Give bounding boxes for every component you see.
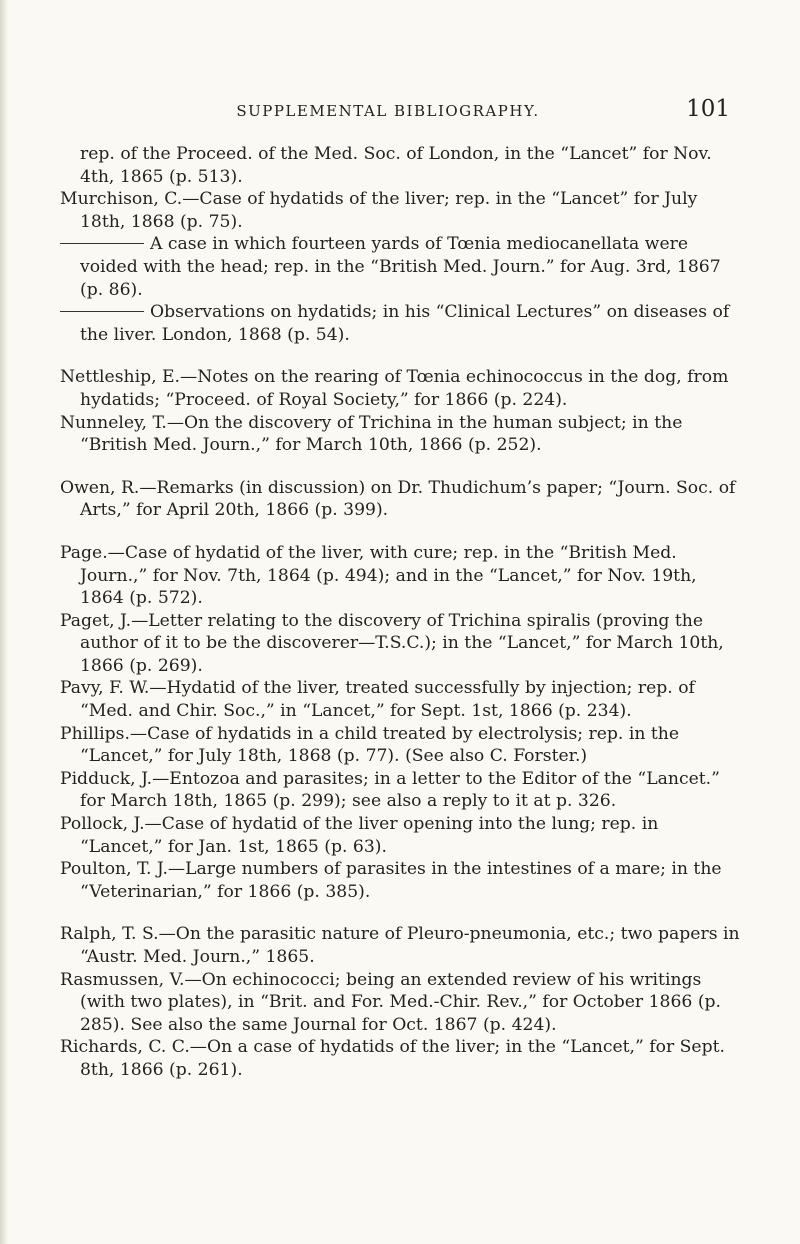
bibliography-entry: Pavy, F. W.—Hydatid of the liver, treated successfully by injection; rep. of “Med. and Chir. Soc.,” in “Lancet,” for Sept. 1st, 1866 (p. 234). — [60, 678, 695, 722]
bibliography-entry: Pollock, J.—Case of hydatid of the liver opening into the lung; rep. in “Lancet,” for Jan. 1st, 1865 (p. 63). — [60, 814, 659, 857]
bibliography-entry: Nettleship, E.—Notes on the rearing of Tœnia echinococcus in the dog, from hydatids; “Proceed. of Royal Society,” for 1866 (p. 224). — [60, 367, 729, 410]
bibliography-entry: Owen, R.—Remarks (in discussion) on Dr. Thudichum’s paper; “Journ. Soc. of Arts,” for April 20th, 1866 (p. 399). — [60, 477, 736, 521]
section-gap — [60, 457, 742, 477]
bibliography-entry: rep. of the Proceed. of the Med. Soc. of London, in the “Lancet” for Nov. 4th, 1865 (p. 513). — [80, 144, 712, 187]
bibliography-entry: Richards, C. C.—On a case of hydatids of the liver; in the “Lancet,” for Sept. 8th, 1866 (p. 261). — [60, 1037, 725, 1080]
bibliography-entry: Rasmussen, V.—On echinococci; being an extended review of his writings (with two plates), in “Brit. and For. Med.-Chir. Rev.,” for October 1866 (p. 285). See also the same Journal for Oct. 1867 (p. 424). — [60, 969, 721, 1035]
bibliography-entry: Nunneley, T.—On the discovery of Trichina in the human subject; in the “British Med. Journ.,” for March 10th, 1866 (p. 252). — [60, 412, 683, 456]
section-gap — [60, 522, 742, 542]
running-title: SUPPLEMENTAL BIBLIOGRAPHY. — [236, 102, 540, 120]
bibliography-entry: Pidduck, J.—Entozoa and parasites; in a letter to the Editor of the “Lancet.” for March 18th, 1865 (p. 299); see also a reply to it at p. 326. — [60, 768, 720, 812]
bibliography-subentry — [60, 301, 742, 346]
bibliography-entry: Poulton, T. J.—Large numbers of parasites in the intestines of a mare; in the “Veterinarian,” for 1866 (p. 385). — [60, 859, 722, 902]
bibliography-body — [60, 143, 742, 1082]
bibliography-subentry — [60, 233, 742, 301]
bibliography-entry: Murchison, C.—Case of hydatids of the liver; rep. in the “Lancet” for July 18th, 1868 (p. 75). — [60, 189, 698, 232]
section-gap — [60, 346, 742, 366]
page-header — [68, 96, 748, 126]
section-gap — [60, 903, 742, 923]
bibliography-entry: Ralph, T. S.—On the parasitic nature of Pleuro-pneumonia, etc.; two papers in “Austr. Med. Journ.,” 1865. — [60, 924, 740, 967]
ditto-rule — [60, 243, 144, 244]
ditto-rule — [60, 311, 144, 312]
page-edge-shadow — [0, 0, 8, 1244]
bibliography-entry: Phillips.—Case of hydatids in a child treated by electrolysis; rep. in the “Lancet,” for July 18th, 1868 (p. 77). (See also C. Forster.) — [60, 723, 680, 767]
bibliography-entry-text: Observations on hydatids; in his “Clinical Lectures” on diseases of the liver. London, 1868 (p. 54). — [80, 302, 730, 345]
page-number: 101 — [686, 96, 730, 122]
bibliography-entry-text: A case in which fourteen yards of Tœnia mediocanellata were voided with the head; rep. in the “British Med. Journ.” for Aug. 3rd, 1867 (p. 86). — [80, 234, 721, 300]
bibliography-entry: Page.—Case of hydatid of the liver, with cure; rep. in the “British Med. Journ.,” for Nov. 7th, 1864 (p. 494); and in the “Lancet,” for Nov. 19th, 1864 (p. 572). — [60, 542, 697, 609]
bibliography-entry: Paget, J.—Letter relating to the discovery of Trichina spiralis (proving the author of it to be the discoverer—T.S.C.); in the “Lancet,” for March 10th, 1866 (p. 269). — [60, 610, 724, 676]
